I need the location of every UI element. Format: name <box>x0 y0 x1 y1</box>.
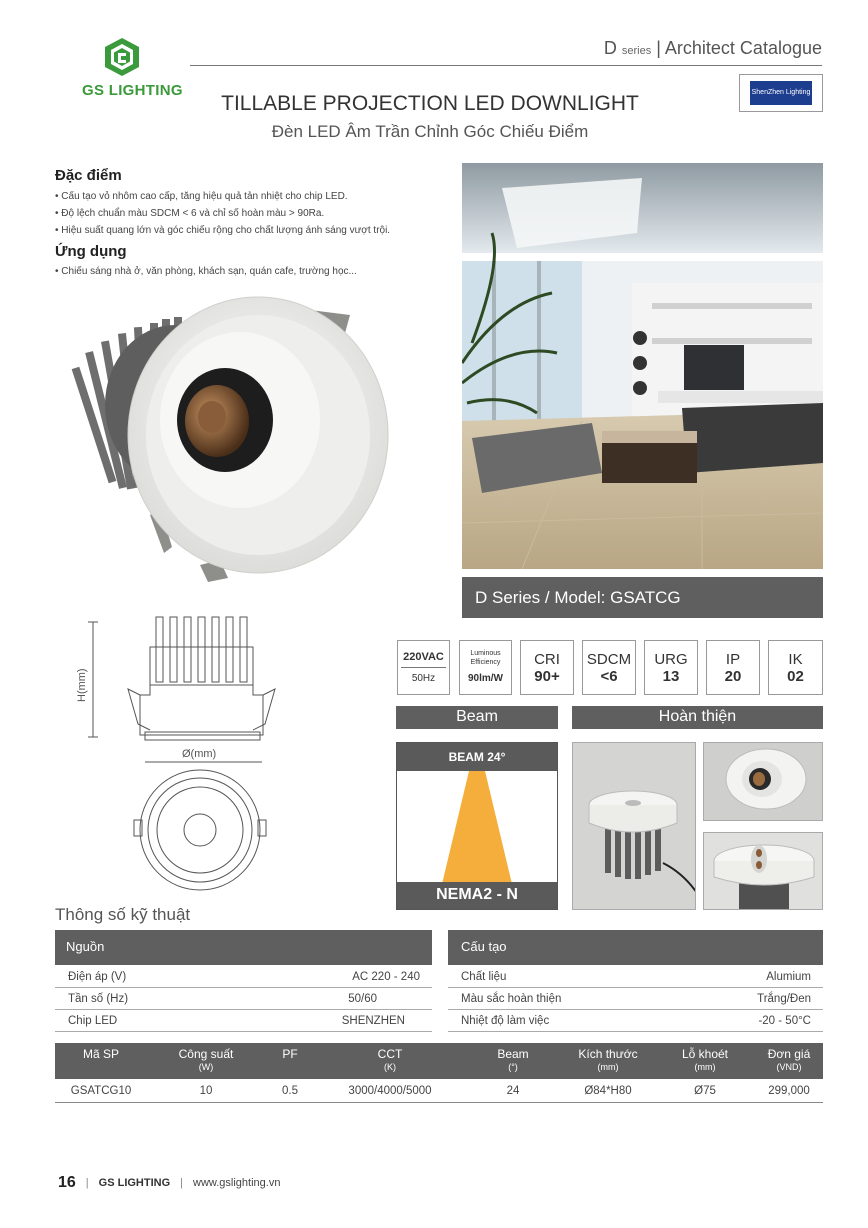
power-table-header: Nguồn <box>55 930 432 965</box>
col-header: Lỗ khoét (mm) <box>681 1047 729 1072</box>
row-label: Chất liệu <box>461 970 507 983</box>
footer-separator: | <box>180 1177 184 1189</box>
spec-cri-value: 90+ <box>534 667 560 685</box>
spec-urg <box>644 640 698 695</box>
height-label: H(mm) <box>76 668 88 702</box>
spec-sdcm-label: SDCM <box>586 650 632 668</box>
gs-logo-icon <box>101 36 143 78</box>
spec-ip-label: IP <box>725 650 741 668</box>
table-row <box>55 1079 823 1103</box>
col-header: Đơn giá (VND) <box>767 1047 811 1072</box>
beam-diagram <box>396 742 558 910</box>
spec-sdcm-value: <6 <box>600 667 618 685</box>
spec-ik-label: IK <box>788 650 803 668</box>
footer-url[interactable]: www.gslighting.vn <box>193 1177 281 1189</box>
cell-power: 10 <box>199 1084 213 1097</box>
cell-beam: 24 <box>506 1084 520 1097</box>
cell-size: Ø84*H80 <box>584 1084 632 1097</box>
applications-list <box>55 266 357 277</box>
catalogue-name: Architect Catalogue <box>664 38 822 58</box>
page-title: TILLABLE PROJECTION LED DOWNLIGHT <box>221 92 639 115</box>
application-item: • Chiếu sáng nhà ở, văn phòng, khách sạn, quán cafe, trường học... <box>55 266 357 277</box>
spec-ip-value: 20 <box>724 667 742 685</box>
brand-logo <box>82 36 183 106</box>
spec-ip <box>706 640 760 695</box>
room-photo <box>462 163 823 569</box>
spec-cri-label: CRI <box>534 650 560 668</box>
row-value: -20 - 50°C <box>758 1014 811 1027</box>
spec-ik <box>768 640 823 695</box>
spec-luminous-value: 90lm/W <box>467 672 503 684</box>
footer-separator: | <box>85 1177 89 1189</box>
beam-angle-label: BEAM 24° <box>397 743 557 771</box>
cell-pf: 0.5 <box>282 1084 298 1097</box>
page-number: 16 <box>58 1174 76 1191</box>
spec-urg-label: URG <box>654 650 688 668</box>
table-row <box>55 966 432 988</box>
feature-item: • Hiệu suất quang lớn và góc chiếu rộng cho chất lượng ánh sáng vượt trội. <box>55 225 391 236</box>
separator: | <box>656 38 665 58</box>
row-value: Trắng/Đen <box>757 992 811 1005</box>
header-divider <box>190 65 822 66</box>
spec-voltage-value: 220VAC <box>401 649 446 668</box>
finish-header: Hoàn thiện <box>572 706 823 729</box>
spec-luminous-label: Luminous Efficiency <box>470 649 501 666</box>
series-word: series <box>621 45 652 57</box>
row-value: 50/60 <box>348 992 377 1005</box>
table-row <box>55 1010 432 1032</box>
series-letter: D <box>603 38 617 58</box>
footer-brand: GS LIGHTING <box>98 1177 171 1189</box>
col-header: Công suất (W) <box>178 1047 234 1072</box>
row-value: SHENZHEN <box>341 1014 405 1027</box>
row-label: Chip LED <box>68 1014 118 1027</box>
cell-code: GSATCG10 <box>70 1084 132 1097</box>
spec-sdcm <box>582 640 636 695</box>
product-table <box>55 1043 823 1103</box>
spec-urg-value: 13 <box>662 667 680 685</box>
col-header: Mã SP <box>82 1047 119 1061</box>
cell-price: 299,000 <box>768 1084 810 1097</box>
beam-cone-icon <box>397 771 557 884</box>
shenzhen-logo-icon: ShenZhen Lighting <box>750 81 812 105</box>
nema-label: NEMA2 - N <box>397 882 557 909</box>
feature-item: • Cấu tạo vỏ nhôm cao cấp, tăng hiệu quả tản nhiệt cho chip LED. <box>55 191 348 202</box>
row-label: Màu sắc hoàn thiện <box>461 992 562 1005</box>
tech-heading: Thông số kỹ thuật <box>55 905 191 924</box>
finish-photo-front <box>703 742 823 821</box>
row-value: Alumium <box>766 970 811 983</box>
row-value: AC 220 - 240 <box>352 970 420 983</box>
applications-heading: Ứng dụng <box>55 243 127 260</box>
table-row <box>448 1010 823 1032</box>
table-row <box>55 988 432 1010</box>
beam-header: Beam <box>396 706 558 729</box>
product-photo <box>60 295 400 595</box>
col-header: PF <box>282 1047 298 1061</box>
finish-photo-side <box>572 742 696 910</box>
col-header: Beam (°) <box>497 1047 529 1072</box>
spec-voltage <box>397 640 450 695</box>
page-subtitle: Đèn LED Âm Trần Chỉnh Góc Chiếu Điểm <box>271 122 589 141</box>
spec-luminous-efficiency <box>459 640 512 695</box>
page-footer <box>58 1174 280 1192</box>
brand-name: GS LIGHTING <box>82 82 183 99</box>
row-label: Điện áp (V) <box>68 970 127 983</box>
dimension-drawing <box>70 612 380 912</box>
spec-ik-value: 02 <box>787 667 804 685</box>
row-label: Nhiệt độ làm việc <box>461 1014 550 1027</box>
catalogue-label <box>604 38 822 59</box>
structure-table <box>448 966 823 1032</box>
col-header: Kích thước (mm) <box>578 1047 638 1072</box>
features-list <box>55 188 390 239</box>
row-label: Tần số (Hz) <box>68 992 129 1005</box>
cell-cct: 3000/4000/5000 <box>348 1084 432 1097</box>
spec-frequency-value: 50Hz <box>411 672 436 684</box>
table-row <box>448 966 823 988</box>
model-bar: D Series / Model: GSATCG <box>462 577 823 618</box>
spec-cri <box>520 640 574 695</box>
cell-cutout: Ø75 <box>694 1084 716 1097</box>
table-row <box>448 988 823 1010</box>
feature-item: • Độ lệch chuẩn màu SDCM < 6 và chỉ số hoàn màu > 90Ra. <box>55 208 325 219</box>
diameter-label: Ø(mm) <box>182 748 217 760</box>
product-table-header <box>55 1043 823 1079</box>
partner-logo <box>739 74 823 112</box>
finish-photo-top <box>703 832 823 910</box>
structure-table-header: Cấu tạo <box>448 930 823 965</box>
col-header: CCT (K) <box>377 1047 403 1072</box>
features-heading: Đặc điểm <box>55 167 122 184</box>
power-table <box>55 966 432 1032</box>
